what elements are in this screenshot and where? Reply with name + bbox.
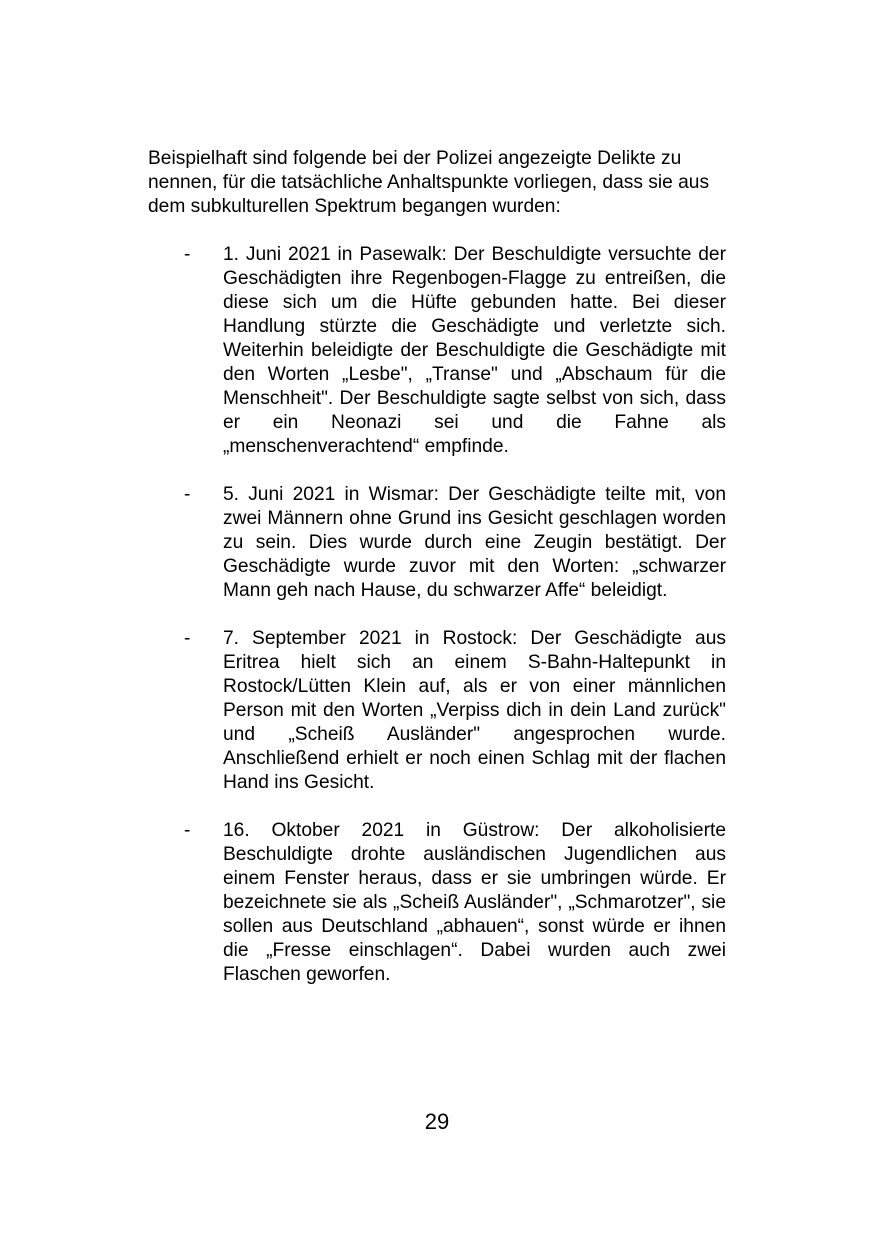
- list-item: [148, 627, 726, 795]
- bullet-dash: -: [184, 244, 191, 265]
- intro-paragraph: Beispielhaft sind folgende bei der Polizei angezeigte Delikte zu nennen, für die tatsächliche Anhaltspunkte vorliegen, dass sie aus dem subkulturellen Spektrum begangen wurden:: [148, 148, 710, 217]
- bullet-dash: -: [184, 628, 191, 649]
- incident-list: [148, 243, 726, 1011]
- list-item: [148, 819, 726, 987]
- bullet-dash: -: [184, 820, 191, 841]
- incident-text: 16. Oktober 2021 in Güstrow: Der alkoholisierte Beschuldigte drohte ausländischen Jugendlichen aus einem Fenster heraus, dass er sie umbringen würde. Er bezeichnete sie als „Scheiß Ausländer", „Schmarotzer", sie sollen aus Deutschland „abhauen“, sonst würde er ihnen die „Fresse einschlagen“. Dabei wurden auch zwei Flaschen geworfen.: [223, 820, 726, 985]
- page-number: 29: [424, 1109, 450, 1134]
- incident-text: 1. Juni 2021 in Pasewalk: Der Beschuldigte versuchte der Geschädigten ihre Regenbogen-Flagge zu entreißen, die diese sich um die Hüfte gebunden hatte. Bei dieser Handlung stürzte die Geschädigte und verletzte sich. Weiterhin beleidigte der Beschuldigte die Geschädigte mit den Worten „Lesbe", „Transe" und „Abschaum für die Menschheit". Der Beschuldigte sagte selbst von sich, dass er ein Neonazi sei und die Fahne als „menschenverachtend“ empfinde.: [223, 244, 726, 457]
- list-item: [148, 483, 726, 603]
- incident-text: 7. September 2021 in Rostock: Der Geschädigte aus Eritrea hielt sich an einem S-Bahn-Haltepunkt in Rostock/Lütten Klein auf, als er von einer männlichen Person mit den Worten „Verpiss dich in dein Land zurück" und „Scheiß Ausländer" angesprochen wurde. Anschließend erhielt er noch einen Schlag mit der flachen Hand ins Gesicht.: [223, 628, 726, 793]
- incident-text: 5. Juni 2021 in Wismar: Der Geschädigte teilte mit, von zwei Männern ohne Grund ins Gesicht geschlagen worden zu sein. Dies wurde durch eine Zeugin bestätigt. Der Geschädigte wurde zuvor mit den Worten: „schwarzer Mann geh nach Hause, du schwarzer Affe“ beleidigt.: [223, 484, 726, 601]
- list-item: [148, 243, 726, 459]
- bullet-dash: -: [184, 484, 191, 505]
